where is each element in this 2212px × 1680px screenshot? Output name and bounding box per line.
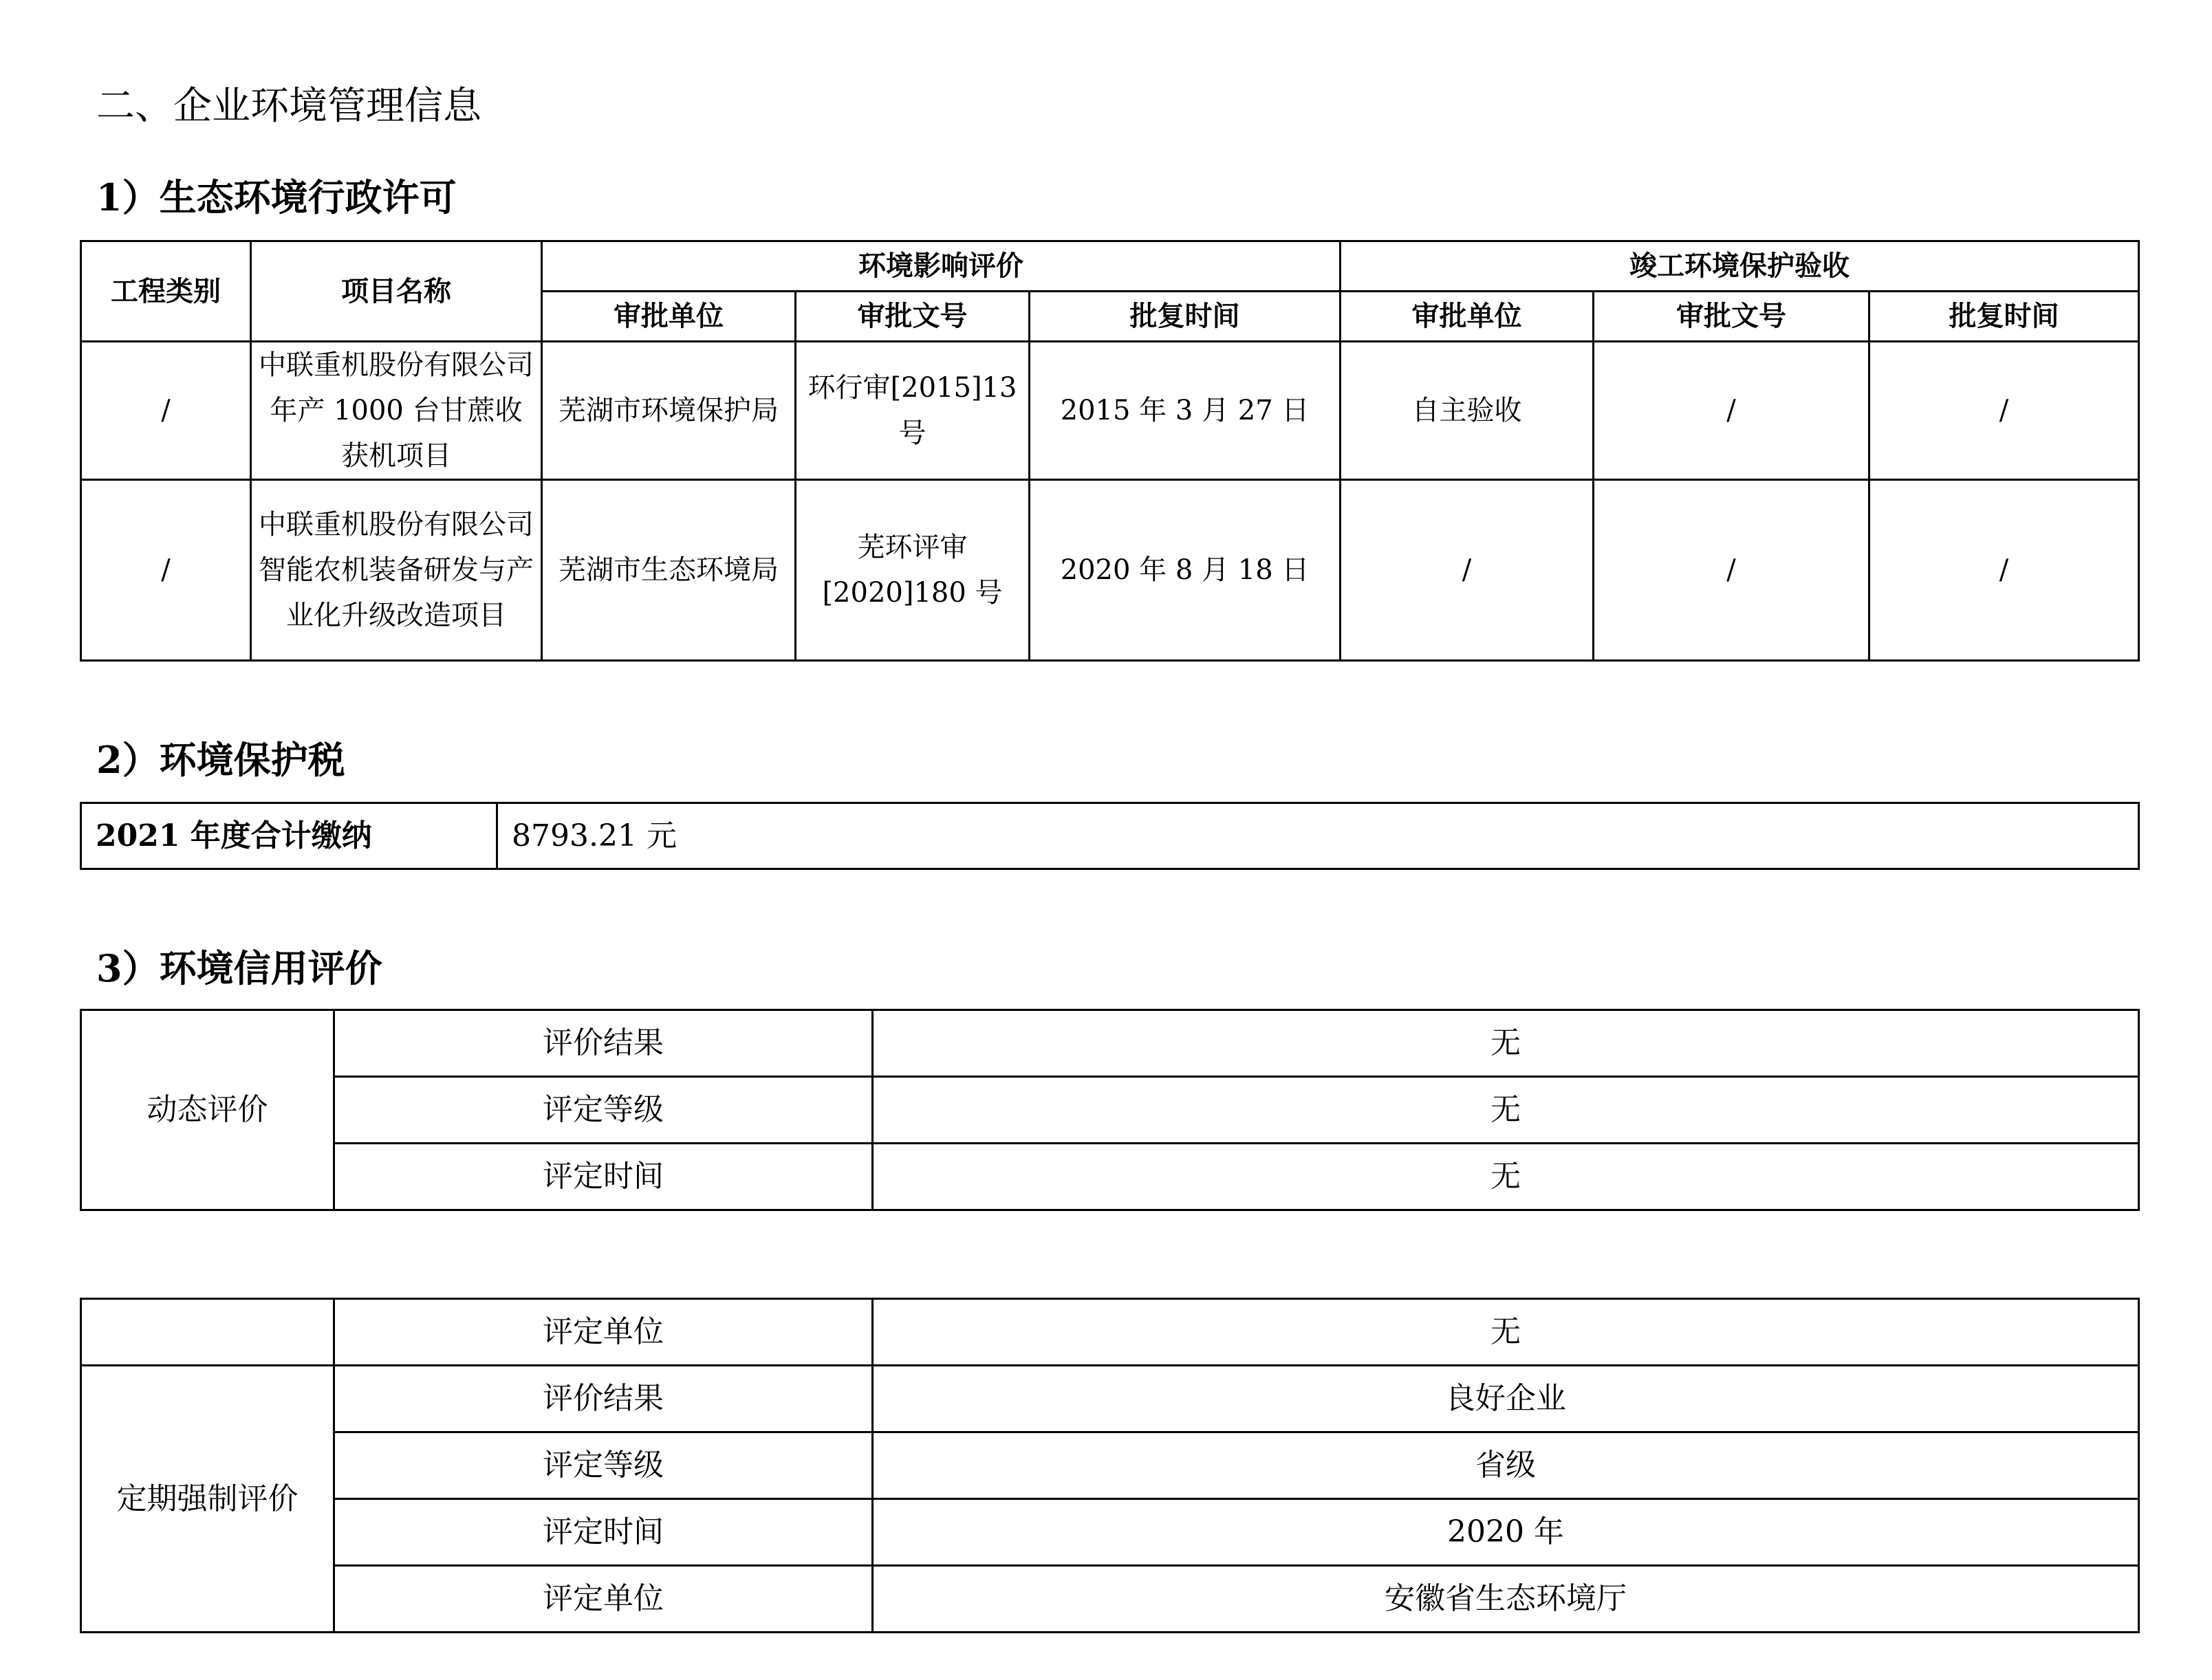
tax-table: [80, 802, 2140, 870]
table-row: [81, 1566, 2139, 1633]
row-key: 评价结果: [334, 1366, 873, 1432]
eia-date-header: 批复时间: [1030, 292, 1341, 342]
col-category-header: 工程类别: [81, 241, 251, 342]
tax-value: 8793.21 元: [497, 803, 2139, 869]
eia-group-header: 环境影响评价: [542, 241, 1341, 292]
cell-eia-doc: 环行审[2015]13 号: [796, 342, 1030, 480]
cell-eia-unit: 芜湖市生态环境局: [542, 480, 796, 661]
col-project-header: 项目名称: [251, 241, 542, 342]
cell-eia-doc: 芜环评审[2020]180 号: [796, 480, 1030, 661]
dynamic-label: 动态评价: [81, 1010, 334, 1210]
row-key: 评定单位: [334, 1299, 873, 1366]
eia-unit-header: 审批单位: [542, 292, 796, 342]
table-row: [81, 1010, 2139, 1077]
row-value: 无: [873, 1299, 2139, 1366]
table-row: [81, 1077, 2139, 1144]
permits-heading: 1）生态环境行政许可: [96, 175, 457, 219]
cell-acc-unit: 自主验收: [1341, 342, 1594, 480]
periodic-label: 定期强制评价: [81, 1366, 334, 1633]
table-row: [81, 342, 2139, 480]
eia-doc-header: 审批文号: [796, 292, 1030, 342]
cell-acc-date: /: [1869, 342, 2139, 480]
empty-label-cell: [81, 1299, 334, 1366]
table-row: [81, 1144, 2139, 1210]
row-key: 评定等级: [334, 1077, 873, 1144]
table-row: [81, 1299, 2139, 1366]
cell-acc-doc: /: [1594, 342, 1869, 480]
row-value: 良好企业: [873, 1366, 2139, 1432]
row-key: 评价结果: [334, 1010, 873, 1077]
row-value: 安徽省生态环境厅: [873, 1566, 2139, 1633]
row-value: 无: [873, 1010, 2139, 1077]
cell-eia-date: 2020 年 8 月 18 日: [1030, 480, 1341, 661]
cell-project: 中联重机股份有限公司年产 1000 台甘蔗收获机项目: [251, 342, 542, 480]
tax-heading: 2）环境保护税: [96, 738, 345, 782]
acc-doc-header: 审批文号: [1594, 292, 1869, 342]
tax-label: 2021 年度合计缴纳: [81, 803, 497, 869]
row-key: 评定单位: [334, 1566, 873, 1633]
cell-eia-unit: 芜湖市环境保护局: [542, 342, 796, 480]
row-key: 评定时间: [334, 1499, 873, 1566]
credit-heading: 3）环境信用评价: [96, 946, 382, 990]
acc-date-header: 批复时间: [1869, 292, 2139, 342]
row-value: 2020 年: [873, 1499, 2139, 1566]
row-key: 评定时间: [334, 1144, 873, 1210]
row-value: 无: [873, 1144, 2139, 1210]
table-row: [81, 1366, 2139, 1432]
dynamic-evaluation-table: [80, 1009, 2140, 1211]
cell-acc-unit: /: [1341, 480, 1594, 661]
row-value: 无: [873, 1077, 2139, 1144]
cell-acc-date: /: [1869, 480, 2139, 661]
cell-eia-date: 2015 年 3 月 27 日: [1030, 342, 1341, 480]
permits-table: [80, 240, 2140, 662]
table-row: [81, 1432, 2139, 1499]
row-key: 评定等级: [334, 1432, 873, 1499]
cell-category: /: [81, 342, 251, 480]
section-title: 二、企业环境管理信息: [96, 84, 481, 129]
acc-unit-header: 审批单位: [1341, 292, 1594, 342]
row-value: 省级: [873, 1432, 2139, 1499]
table-row: [81, 480, 2139, 661]
cell-acc-doc: /: [1594, 480, 1869, 661]
cell-project: 中联重机股份有限公司智能农机装备研发与产业化升级改造项目: [251, 480, 542, 661]
cell-category: /: [81, 480, 251, 661]
table-row: [81, 1499, 2139, 1566]
periodic-evaluation-table: [80, 1298, 2140, 1633]
acceptance-group-header: 竣工环境保护验收: [1341, 241, 2139, 292]
